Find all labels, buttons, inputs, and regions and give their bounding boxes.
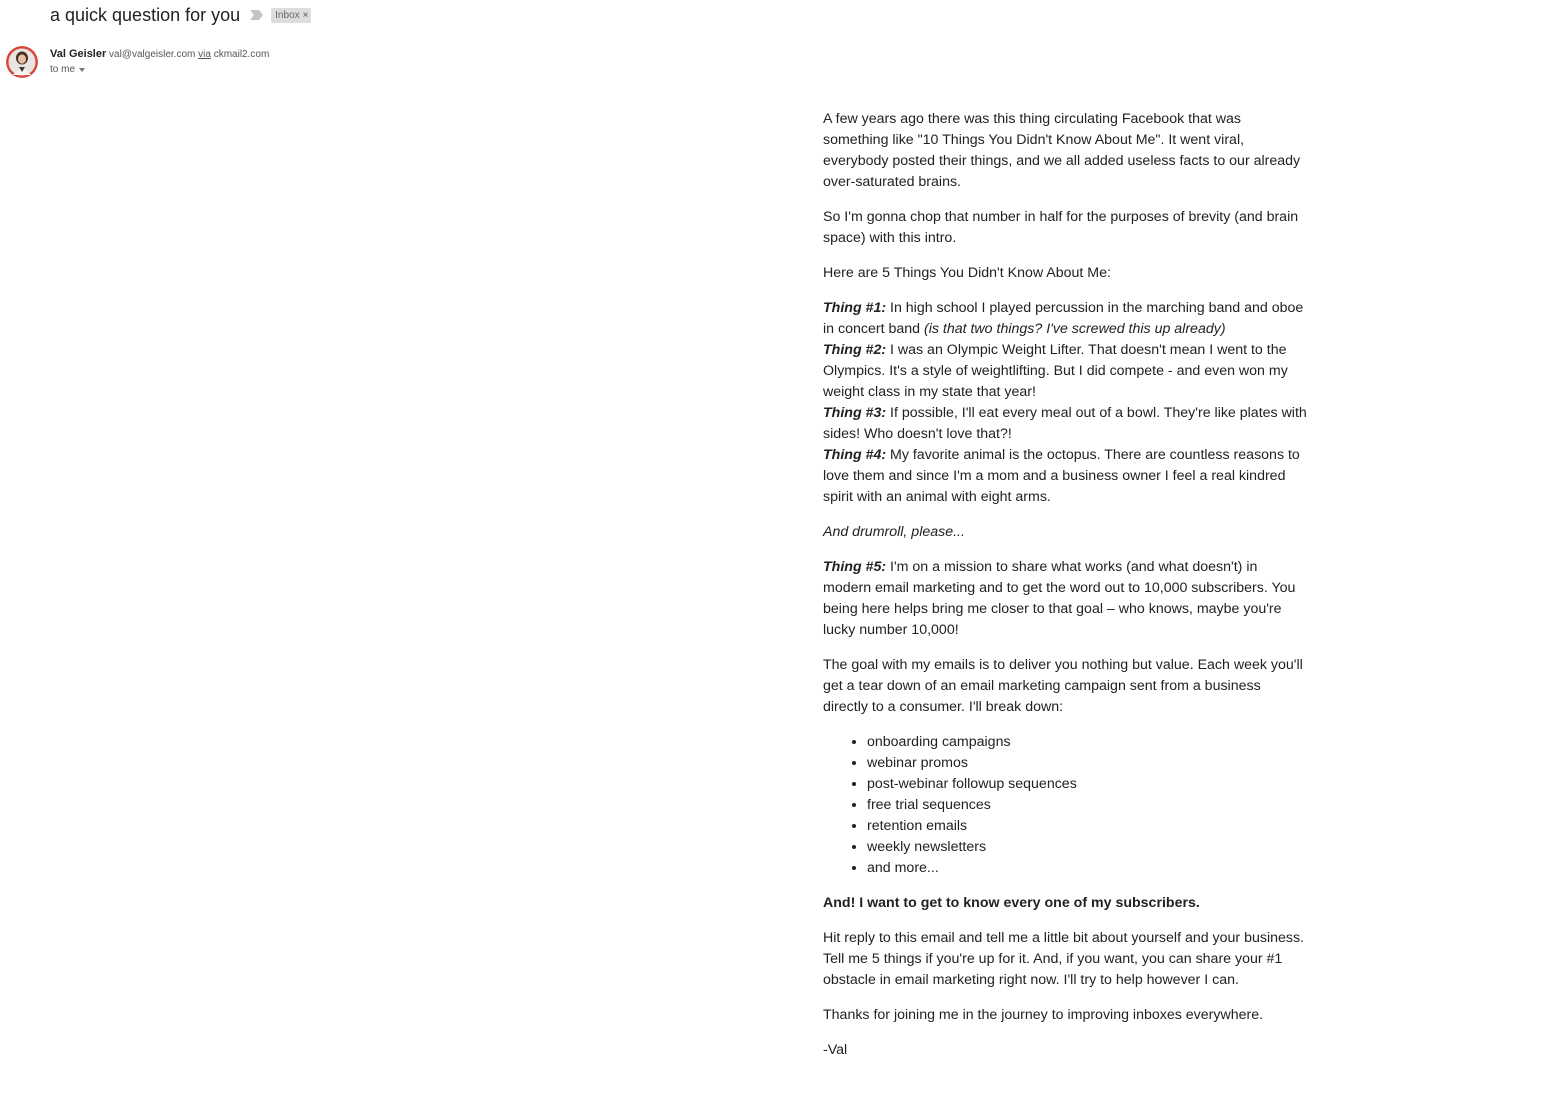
inbox-label-chip[interactable]: [271, 8, 311, 23]
things-list: [823, 298, 1309, 508]
importance-marker-icon[interactable]: [250, 10, 264, 20]
list-item: • post-webinar followup sequences: [867, 774, 1309, 795]
list-item: • webinar promos: [867, 753, 1309, 774]
sender-name[interactable]: Val Geisler: [50, 48, 107, 60]
thing-aside: (is that two things? I've screwed this up already): [923, 321, 1226, 337]
thing-text: In high school I played percussion in the marching band and oboe in concert band: [823, 300, 1304, 337]
body-paragraph: Thanks for joining me in the journey to improving inboxes everywhere.: [823, 1007, 1264, 1023]
list-item: • and more...: [867, 858, 1309, 879]
thing-text: My favorite animal is the octopus. There are countless reasons to love them and since I'm a mom and a business owner I feel a real kindred spirit with an animal with eight arms.: [823, 447, 1300, 505]
message-body: [823, 109, 1309, 1075]
body-paragraph: Here are 5 Things You Didn't Know About Me:: [823, 265, 1111, 281]
remove-label-icon[interactable]: ×: [302, 9, 309, 21]
sender-line: [50, 48, 269, 60]
thing-label: Thing #4:: [823, 447, 887, 463]
email-subject: a quick question for you: [50, 4, 241, 25]
recipient-details-toggle[interactable]: [50, 64, 85, 75]
body-paragraph: So I'm gonna chop that number in half for the purposes of brevity (and brain space) with this intro.: [823, 209, 1299, 246]
drumroll-line: [823, 522, 1309, 543]
via-link[interactable]: via: [198, 49, 211, 60]
thing-text: If possible, I'll eat every meal out of a bowl. They're like plates with sides! Who doesn't love that?!: [823, 405, 1307, 442]
thing-label: Thing #3:: [823, 405, 887, 421]
avatar-image: [6, 46, 38, 78]
chevron-down-icon[interactable]: [79, 68, 85, 72]
bold-callout: And! I want to get to know every one of my subscribers.: [823, 895, 1200, 911]
subject-row: [50, 2, 311, 28]
thing-text: I was an Olympic Weight Lifter. That doesn't mean I went to the Olympics. It's a style of weightlifting. But I did compete - and even won my weight class in my state that year!: [823, 342, 1288, 400]
breakdown-list: [823, 732, 1309, 879]
body-paragraph: Hit reply to this email and tell me a little bit about yourself and your business. Tell me 5 things if you're up for it. And, if you want, you can share your #1 obstacle in email marketing right now. I'll try to help however I can.: [823, 930, 1305, 988]
list-item: • retention emails: [867, 816, 1309, 837]
thing-five: [823, 557, 1309, 641]
thing-label: Thing #2:: [823, 342, 887, 358]
sender-avatar[interactable]: [6, 46, 38, 78]
body-paragraph: The goal with my emails is to deliver you nothing but value. Each week you'll get a tear down of an email marketing campaign sent from a business directly to a consumer. I'll break down:: [823, 657, 1303, 715]
thing-label: Thing #5:: [823, 559, 887, 575]
thing-text: I'm on a mission to share what works (and what doesn't) in modern email marketing and to get the word out to 10,000 subscribers. You being here helps bring me closer to that goal – who knows, maybe you're lucky number 10,000!: [823, 559, 1296, 638]
label-chip-text: Inbox: [275, 9, 300, 21]
thing-label: Thing #1:: [823, 300, 887, 316]
signoff: -Val: [823, 1042, 848, 1058]
drumroll-text: And drumroll, please...: [823, 524, 965, 540]
recipient-text: to me: [50, 64, 76, 75]
sender-email: val@valgeisler.com: [109, 49, 196, 60]
list-item: • onboarding campaigns: [867, 732, 1309, 753]
list-item: • weekly newsletters: [867, 837, 1309, 858]
body-paragraph: A few years ago there was this thing circulating Facebook that was something like "10 Things You Didn't Know About Me". It went viral, everybody posted their things, and we all added useless facts to our already over-saturated brains.: [823, 111, 1301, 190]
via-domain: ckmail2.com: [213, 49, 270, 60]
list-item: • free trial sequences: [867, 795, 1309, 816]
